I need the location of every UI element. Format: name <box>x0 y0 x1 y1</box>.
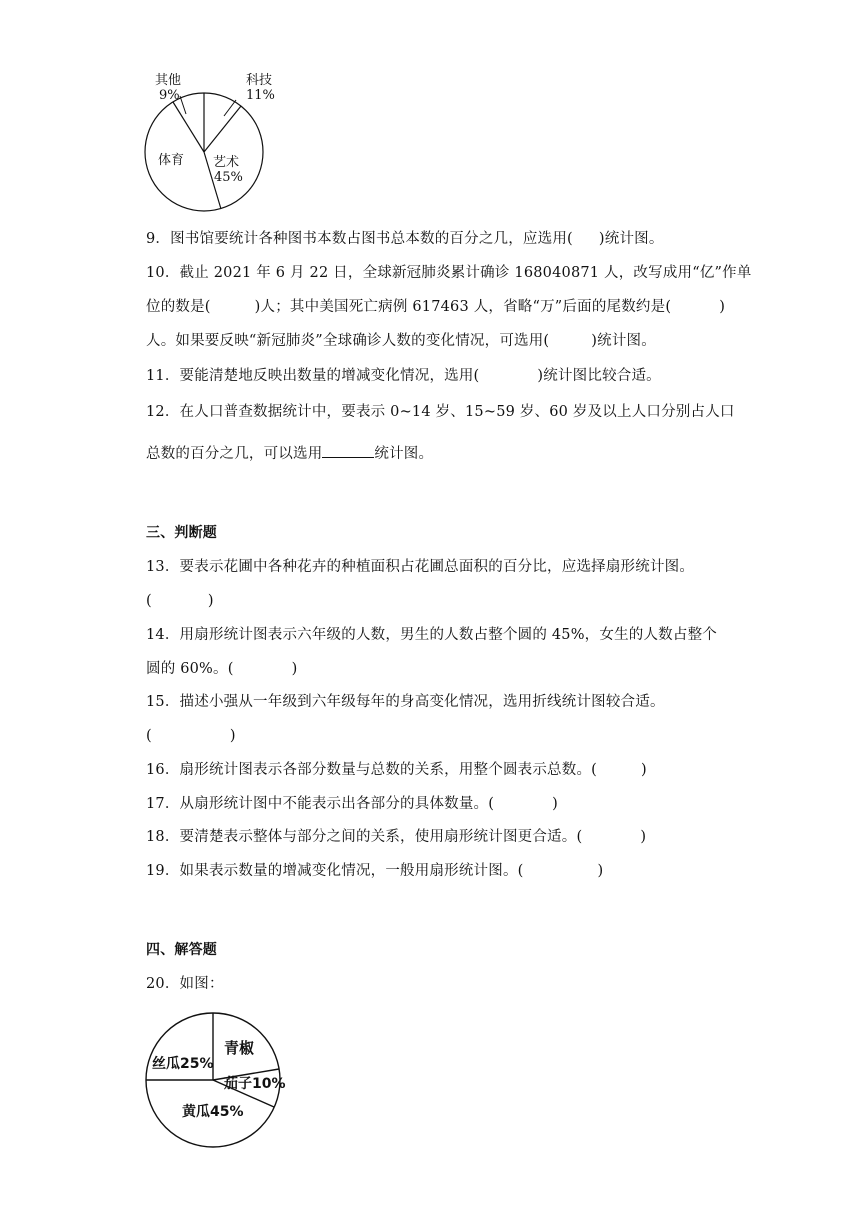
label-tech-name: 科技 <box>246 73 273 88</box>
question-13-line-2: ( ) <box>146 593 214 609</box>
label-art-name: 艺术 <box>213 155 240 170</box>
pie-divider-other <box>173 102 204 152</box>
question-16: 16．扇形统计图表示各部分数量与总数的关系，用整个圆表示总数。( ) <box>146 762 647 778</box>
label-other-pct: 9% <box>159 88 180 103</box>
label-eggplant: 茄子10% <box>224 1076 286 1092</box>
question-12-line-1: 12．在人口普查数据统计中，要表示 0~14 岁、15~59 岁、60 岁及以上人口分别占人口 <box>146 404 735 420</box>
answer-blank-underline <box>322 443 374 458</box>
leader-line-other <box>180 96 186 114</box>
question-14-line-2: 圆的 60%。( ) <box>146 661 298 677</box>
section-3-title: 三、判断题 <box>146 525 217 541</box>
question-14-line-1: 14．用扇形统计图表示六年级的人数，男生的人数占整个圆的 45%，女生的人数占整个 <box>146 627 717 643</box>
label-art-pct: 45% <box>214 170 243 185</box>
question-17: 17．从扇形统计图中不能表示出各部分的具体数量。( ) <box>146 796 558 812</box>
label-other-name: 其他 <box>155 73 182 88</box>
pie-divider-tech <box>204 106 241 152</box>
question-9: 9．图书馆要统计各种图书本数占图书总本数的百分之几，应选用( )统计图。 <box>146 231 664 247</box>
question-10-line-2: 位的数是( )人；其中美国死亡病例 617463 人，省略“万”后面的尾数约是( ) <box>146 299 726 315</box>
question-12-line-2: 总数的百分之几，可以选用 统计图。 <box>146 443 433 464</box>
question-11: 11．要能清楚地反映出数量的增减变化情况，选用( )统计图比较合适。 <box>146 368 661 384</box>
question-15-line-2: ( ) <box>146 728 236 744</box>
label-sport-name: 体育 <box>158 153 185 168</box>
label-luffa: 丝瓜25% <box>152 1056 214 1072</box>
question-10-line-1: 10．截止 2021 年 6 月 22 日，全球新冠肺炎累计确诊 168040871 人，改写成用“亿”作单 <box>146 265 752 281</box>
question-10-line-3: 人。如果要反映“新冠肺炎”全球确诊人数的变化情况，可选用( )统计图。 <box>146 333 656 349</box>
question-13-line-1: 13．要表示花圃中各种花卉的种植面积占花圃总面积的百分比，应选择扇形统计图。 <box>146 559 695 575</box>
book-category-pie-chart <box>140 66 300 220</box>
question-19: 19．如果表示数量的增减变化情况，一般用扇形统计图。( ) <box>146 863 604 879</box>
question-15-line-1: 15．描述小强从一年级到六年级每年的身高变化情况，选用折线统计图较合适。 <box>146 694 665 710</box>
label-cucumber: 黄瓜45% <box>182 1104 244 1120</box>
question-20: 20．如图： <box>146 976 224 992</box>
label-pepper: 青椒 <box>224 1039 255 1057</box>
question-18: 18．要清楚表示整体与部分之间的关系，使用扇形统计图更合适。( ) <box>146 829 647 845</box>
section-4-title: 四、解答题 <box>146 942 217 958</box>
label-tech-pct: 11% <box>246 88 275 103</box>
vegetable-pie-chart <box>144 1008 294 1152</box>
